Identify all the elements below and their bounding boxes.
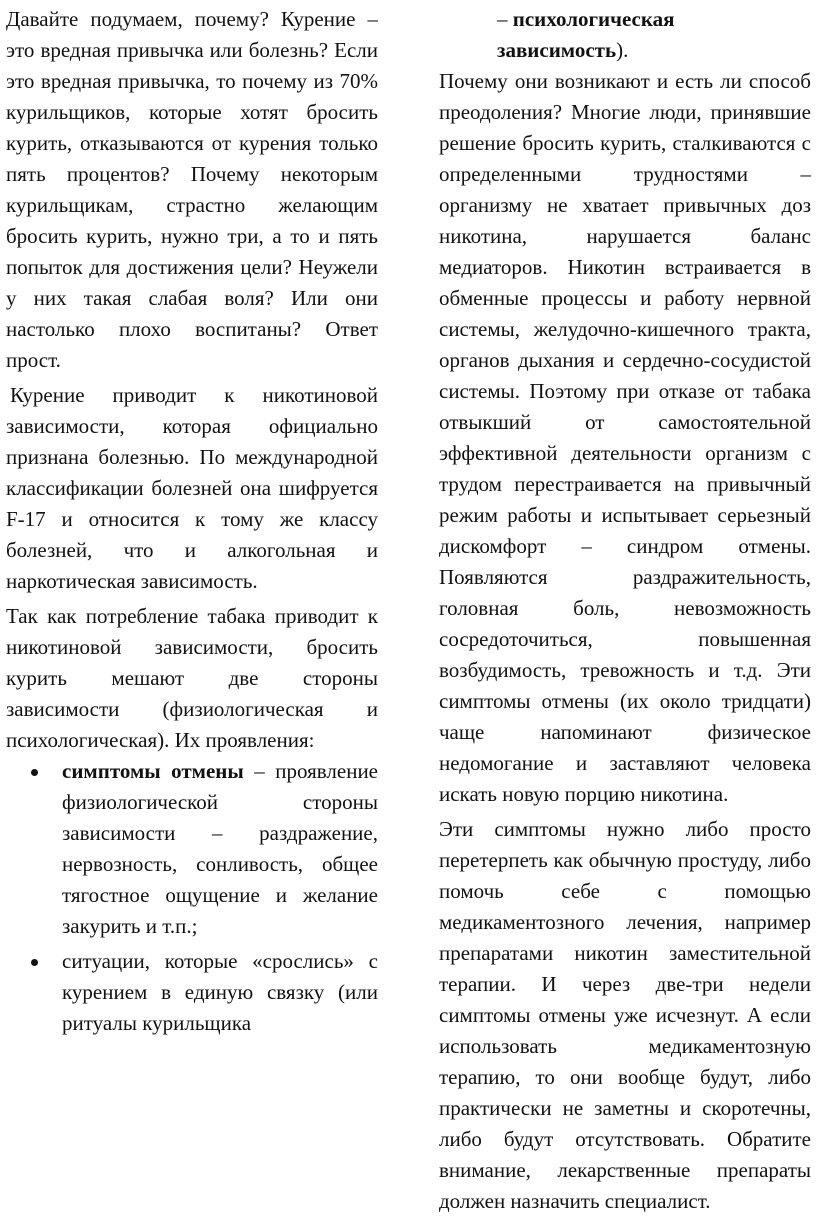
continuation-suffix: ). (616, 38, 629, 62)
intro-paragraph: Давайте подумаем, почему? Курение – это вредная привычка или болезнь? Если это вредная привычка, то почему из 70% курильщиков, которые хотят бросить курить, отказываются от курения только пять процентов? Почему некоторым курильщикам, страстно желающим бросить курить, нужно три, а то и пять попыток для достижения цели? Неужели у них такая слабая воля? Или они настолько плохо воспитаны? Ответ прост. (6, 7, 378, 372)
treatment-paragraph: Эти симптомы нужно либо просто перетерпеть как обычную простуду, либо помочь себе с помощью медикаментозного лечения, например препаратами никотин заместительной терапии. И через две-три недели симптомы отмены уже исчезнут. А если использовать медикаментозную терапию, то они вообще будут, либо практически не заметны и скоротечны, либо будут отсутствовать. Обратите внимание, лекарственные препараты должен назначить специалист. (439, 817, 811, 1213)
continuation-term: психологическая зависимость (497, 7, 675, 62)
manifestations-list (6, 756, 378, 1039)
causes-paragraph: Почему они возникают и есть ли способ преодоления? Многие люди, принявшие решение бросить курить, сталкиваются с определенными трудностями – организму не хватает привычных доз никотина, нарушается баланс медиаторов. Никотин встраивается в обменные процессы и работу нервной системы, желудочно-кишечного тракта, органов дыхания и сердечно-сосудистой системы. Поэтому при отказе от табака отвыкший от самостоятельной эффективной деятельности организм с трудом перестраивается на привычный режим работы и испытывает серьезный дискомфорт – синдром отмены. Появляются раздражительность, головная боль, невозможность сосредоточиться, повышенная возбудимость, тревожность и т.д. Эти симптомы отмены (их около тридцати) чаще напоминают физическое недомогание и заставляют человека искать новую порцию никотина. (439, 69, 811, 806)
list-item-text: ситуации, которые «срослись» с курением в единую связку (или ритуалы курильщика (62, 949, 378, 1035)
two-sides-paragraph: Так как потребление табака приводит к никотиновой зависимости, бросить курить мешают две стороны зависимости (физиологическая и психологическая). Их проявления: (6, 604, 378, 752)
left-column (6, 4, 378, 1039)
addiction-paragraph: Курение приводит к никотиновой зависимости, которая официально признана болезнью. По международной классификации болезней она шифруется F-17 и относится к тому же классу болезней, что и алкогольная и наркотическая зависимость. (6, 383, 378, 593)
list-item-term: симптомы отмены (62, 759, 244, 783)
right-column (439, 4, 811, 1217)
list-item (6, 946, 378, 1039)
bullet-icon (31, 769, 38, 776)
continuation-prefix: – (497, 7, 513, 31)
list-item-text: – проявление физиологической стороны зависимости – раздражение, нервозность, сонливость, общее тягостное ощущение и желание закурить и т.п.; (62, 759, 379, 938)
list-continuation (439, 4, 811, 66)
bullet-icon (31, 959, 38, 966)
list-item (6, 756, 378, 942)
